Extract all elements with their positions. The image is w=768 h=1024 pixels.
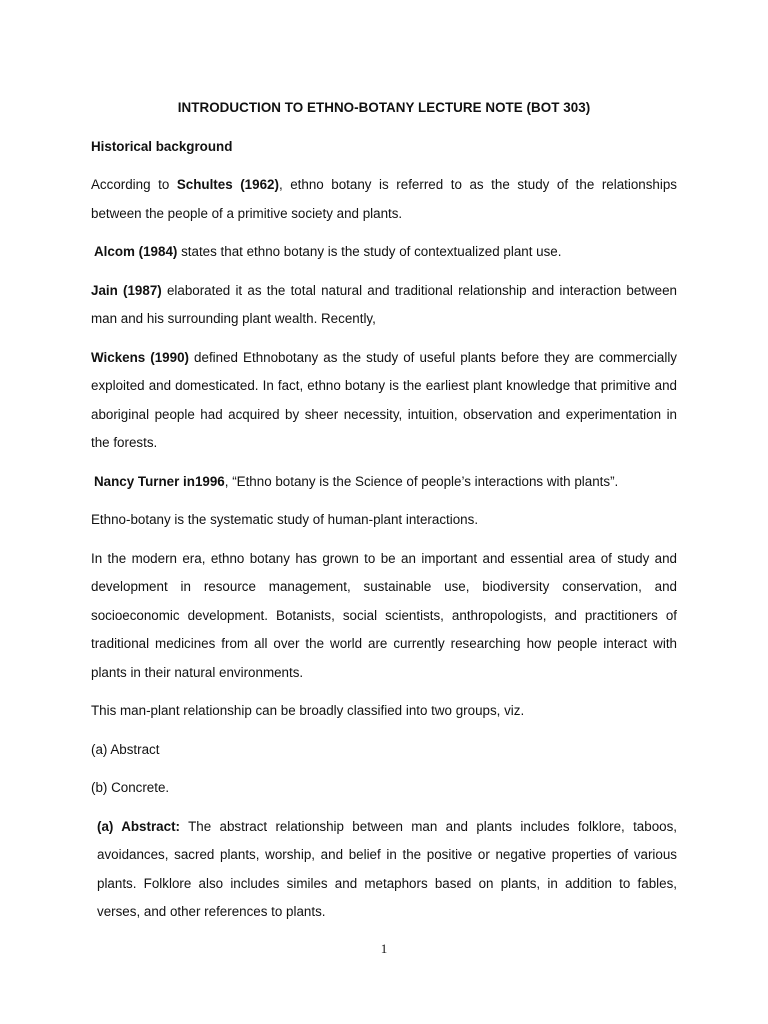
page-content [91, 94, 677, 937]
list-item-concrete: (b) Concrete. [91, 780, 170, 795]
page-number: 1 [380, 941, 388, 956]
paragraph-definition: Ethno-botany is the systematic study of human-plant interactions. [91, 512, 479, 527]
citation-turner: Nancy Turner in1996 [94, 473, 225, 489]
paragraph-turner [91, 468, 677, 497]
citation-wickens: Wickens (1990) [91, 349, 189, 365]
paragraph-classification: This man-plant relationship can be broadly classified into two groups, viz. [91, 703, 525, 718]
paragraph-schultes [91, 171, 677, 228]
list-item-abstract: (a) Abstract [91, 741, 160, 757]
paragraph-schultes-text: , ethno botany is referred to as the study of the relationships between the people of a primitive society and plants. [91, 177, 678, 221]
citation-jain: Jain (1987) [91, 282, 162, 298]
paragraph-turner-text: , “Ethno botany is the Science of people’s interactions with plants”. [224, 473, 619, 489]
citation-alcom: Alcom (1984) [94, 244, 178, 259]
paragraph-wickens [91, 344, 677, 458]
citation-schultes: Schultes (1962) [176, 177, 279, 192]
subheading-abstract: (a) Abstract: [97, 818, 180, 834]
paragraph-alcom-text: states that ethno botany is the study of contextualized plant use. [177, 244, 562, 259]
paragraph-schultes-pre: According to [91, 177, 177, 192]
section-heading: Historical background [91, 138, 233, 154]
paragraph-jain-text: elaborated it as the total natural and traditional relationship and interaction between man and his surrounding plant wealth. Recently, [91, 282, 677, 326]
paragraph-wickens-text: defined Ethnobotany as the study of useful plants before they are commercially exploited and domesticated. In fact, ethno botany is the earliest plant knowledge that primitive and aboriginal people had acquired by sheer necessity, intuition, observation and experimentation in the forests. [91, 349, 677, 450]
paragraph-abstract [91, 813, 677, 927]
paragraph-abstract-text: The abstract relationship between man and plants includes folklore, taboos, avoidances, sacred plants, worship, and belief in the positive or negative properties of various plants. Folklore also includes similes and metaphors based on plants, in addition to fables, verses, and other references to plants. [97, 818, 678, 919]
paragraph-jain [91, 277, 677, 334]
paragraph-modern-era: In the modern era, ethno botany has grown to be an important and essential area of study and development in resource management, sustainable use, biodiversity conservation, and socioeconomic development. Botanists, social scientists, anthropologists, and practitioners of traditional medicines from all over the world are currently researching how people interact with plants in their natural environments. [91, 550, 677, 680]
document-title: INTRODUCTION TO ETHNO-BOTANY LECTURE NOTE (BOT 303) [177, 100, 591, 115]
paragraph-alcom [91, 238, 677, 267]
